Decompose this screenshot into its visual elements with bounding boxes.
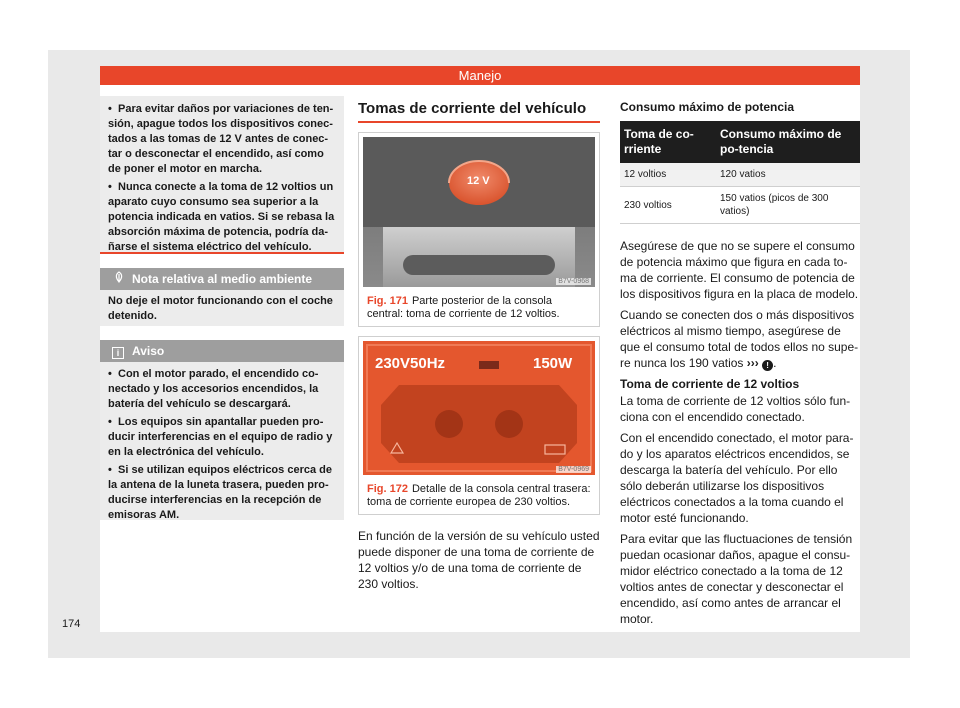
- table-header: Consumo máximo de po-tencia: [716, 121, 860, 163]
- table-header: Toma de co-rriente: [620, 121, 716, 163]
- environment-note-box: [100, 268, 344, 326]
- socket-power-label: 150W: [533, 355, 573, 372]
- table-row: [620, 163, 860, 187]
- figure-number: Fig. 172: [367, 483, 408, 495]
- paragraph: Asegúrese de que no se supere el consumo de potencia máximo que figura en cada to-ma de corriente. El consumo de potencia de los dispositivos figura en la placa de modelo.: [620, 239, 859, 301]
- notice-box: [100, 340, 344, 520]
- power-table: [620, 121, 860, 224]
- table-cell: 230 voltios: [620, 187, 716, 224]
- figure-171-image: [363, 137, 595, 287]
- section-title: Tomas de corriente del vehículo: [358, 100, 600, 123]
- socket-12v-label: 12 V: [467, 175, 490, 187]
- page-number: 174: [62, 618, 81, 630]
- table-cell: 12 voltios: [620, 163, 716, 187]
- figure-code: B7V-0968: [558, 278, 589, 285]
- environment-note-title: Nota relativa al medio ambiente: [132, 272, 313, 286]
- table-cell: 150 vatios (picos de 300 vatios): [716, 187, 860, 224]
- subsection-title: Toma de corriente de 12 voltios: [620, 377, 800, 391]
- warning-item: • Para evitar daños por variaciones de ten-sión, apague todos los dispositivos conec-tados a las tomas de 12 V antes de conec-tar o desconectar el encendido, así como de poner el motor en marcha.: [108, 103, 334, 175]
- notice-item: • Con el motor parado, el encendido co-nectado y los accesorios encendidos, la batería del vehículo se descargará.: [108, 368, 319, 410]
- leaf-icon: [112, 268, 126, 290]
- warning-item: • Nunca conecte a la toma de 12 voltios un aparato cuyo consumo sea superior a la potencia indicada en vatios. Si se rebasa la absorción máxima de potencia, podría da-ñarse el sistema eléctrico del vehículo.: [108, 181, 335, 253]
- figure-caption: Fig. 172 Detalle de la consola central trasera: toma de corriente europea de 230 voltios.: [367, 483, 591, 508]
- info-icon: i: [112, 347, 124, 359]
- table-header-row: [620, 121, 860, 163]
- environment-note-header: [100, 268, 344, 290]
- chapter-header: Manejo: [100, 66, 860, 85]
- table-row: [620, 187, 860, 224]
- table-cell: 120 vatios: [716, 163, 860, 187]
- notice-title: Aviso: [132, 344, 165, 358]
- section-body-text: En función de la versión de su vehículo usted puede disponer de una toma de corriente de 12 voltios y/o de una toma de corriente de 230 voltios.: [358, 529, 600, 591]
- power-table-title: Consumo máximo de potencia: [620, 100, 795, 114]
- figure-code: B7V-0969: [558, 466, 589, 473]
- figure-172: [358, 336, 600, 515]
- paragraph: Para evitar que las fluctuaciones de tensión puedan ocasionar daños, apague el consu-midor eléctrico conectado a la toma de 12 voltios antes de conectar y desconectar el encendido, así como antes de arrancar el motor.: [620, 532, 853, 626]
- figure-caption: Fig. 171 Parte posterior de la consola central: toma de corriente de 12 voltios.: [367, 295, 560, 320]
- cross-reference-link[interactable]: ›››: [746, 356, 759, 370]
- socket-230v-label: 230V50Hz: [375, 355, 446, 372]
- notice-item: • Si se utilizan equipos eléctricos cerca de la antena de la luneta trasera, pueden pro-ducirse interferencias en la recepción de emisoras AM.: [108, 464, 332, 521]
- paragraph: La toma de corriente de 12 voltios sólo fun-ciona con el encendido conectado.: [620, 394, 851, 424]
- notice-header: [100, 340, 344, 362]
- environment-note-text: No deje el motor funcionando con el coche detenido.: [108, 295, 333, 322]
- column-3: [620, 100, 860, 632]
- figure-number: Fig. 171: [367, 295, 408, 307]
- figure-171: [358, 132, 600, 327]
- paragraph: Cuando se conecten dos o más dispositivos eléctricos al mismo tiempo, asegúrese de que el consumo total de todos ellos no supe-re nunca los 190 vatios ››› ! .: [620, 308, 859, 370]
- warning-box: [100, 96, 344, 254]
- paragraph: Con el encendido conectado, el motor para-do y los aparatos eléctricos encendidos, se descarga la batería del vehículo. Por ello sólo deberán utilizarse los dispositivos eléctricos conectados a la toma cuando el motor esté funcionando.: [620, 431, 854, 525]
- figure-172-image: [363, 341, 595, 475]
- warning-icon: !: [762, 360, 773, 371]
- notice-body: [100, 362, 344, 531]
- notice-item: • Los equipos sin apantallar pueden pro-ducir interferencias en el equipo de radio y en la electrónica del vehículo.: [108, 416, 333, 458]
